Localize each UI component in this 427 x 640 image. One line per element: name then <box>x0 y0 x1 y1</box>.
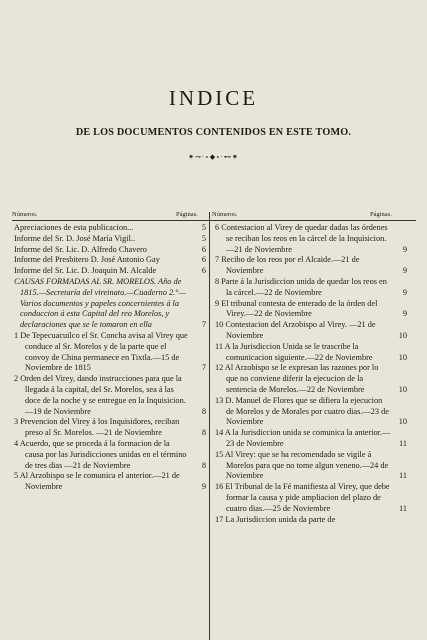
entry-text: 13 D. Manuel de Flores que se difiera la ejecucion de Morelos y de Morales por cuatro dias.—23 de Noviembre <box>215 395 389 427</box>
page-subtitle: DE LOS DOCUMENTOS CONTENIDOS EN ESTE TOMO. <box>75 127 352 138</box>
column-divider <box>209 212 210 640</box>
entry-text: 7 Recibo de los reos por el Alcaide.—21 de Noviembre <box>215 255 360 276</box>
entry-page: 9 <box>402 287 407 297</box>
page-title: INDICE <box>168 86 259 110</box>
entry-page: 6 <box>201 266 206 276</box>
index-entry <box>14 417 206 439</box>
entry-page: 10 <box>398 352 407 362</box>
header-numeros-right: Números. <box>212 211 238 218</box>
index-entry <box>14 234 206 245</box>
entry-page: 9 <box>402 266 407 276</box>
entry-text: 8 Parte á la Jurisdiccion unida de quedar los reos en la cárcel.—22 de Noviembre <box>215 276 387 297</box>
index-entry <box>215 363 407 395</box>
index-entry <box>215 223 407 255</box>
right-column <box>215 223 407 525</box>
entry-page: 7 <box>201 363 206 373</box>
entry-page: 9 <box>201 482 206 492</box>
index-entry <box>215 277 407 299</box>
left-column <box>14 223 206 493</box>
index-entry <box>215 450 407 482</box>
entry-text: Informe del Sr. D. José María Vigil.. <box>14 233 136 243</box>
index-entry <box>215 255 407 277</box>
entry-page: 10 <box>398 417 407 427</box>
entry-page: 11 <box>399 438 407 448</box>
entry-page: 8 <box>201 460 206 470</box>
index-entry <box>14 471 206 493</box>
ornament-divider: ⁕⊸⋅∘◆∘⋅⊷⁕ <box>188 153 239 161</box>
header-rule <box>12 220 416 221</box>
entry-text: 5 Al Arzobispo se le comunica el anterior.—21 de Noviembre <box>14 471 180 492</box>
entry-page: 11 <box>399 503 407 513</box>
entry-text: 12 Al Arzobispo se le expresan las razones por lo que no conviene diferir la ejecucion de la sentencia de Morelos.—22 de Noviembre <box>215 363 379 394</box>
entry-text: 3 Prevencion del Virey á los Inquisidores, reciban preso al Sr. Morelos. —21 de Noviembre <box>14 417 180 438</box>
index-entry <box>215 396 407 428</box>
entry-text: 2 Orden del Virey, dando instrucciones para que la llegada á la capital, del Sr. Morelos, sea á las doce de la noche y se entregue en la Inquisicion. —19 de Noviembre <box>14 374 186 416</box>
entry-page: 8 <box>201 428 206 438</box>
entry-text: 6 Contestacion al Virey de quedar dadas las órdenes se reciban los reos en la cárcel de la Inquisicion.—21 de Noviembre <box>215 223 388 254</box>
header-paginas-left: Páginas. <box>176 211 198 218</box>
entry-page: 10 <box>398 330 407 340</box>
entry-text: Informe del Presbitero D. José Antonio Gay <box>14 255 160 265</box>
index-entry <box>215 320 407 342</box>
index-entry <box>14 331 206 374</box>
index-entry <box>14 374 206 417</box>
entry-text: Informe del Sr. Lic. D. Joaquin M. Alcalde <box>14 266 157 276</box>
index-entry <box>215 482 407 514</box>
entry-text: Apreciaciones de esta publicacion... <box>14 223 134 232</box>
index-entry <box>215 342 407 364</box>
entry-text: 17 La Jurisdiccion unida da parte de <box>215 514 336 524</box>
index-entry <box>215 515 407 526</box>
entry-text: 10 Contestacion del Arzobispo al Virey. —21 de Noviembre <box>215 320 376 340</box>
index-entry <box>14 266 206 277</box>
entry-text: 1 De Tepecuacuilco el Sr. Concha avisa al Virey que conduce al Sr. Morelos y de la parte que el convoy de China permanece en Tixtla.—15 de Noviembre de 1815 <box>14 330 188 373</box>
entry-text: Informe del Sr. Lic. D. Alfredo Chavero <box>14 244 147 254</box>
index-entry <box>215 299 407 321</box>
entry-page: 11 <box>399 471 407 481</box>
entry-text: 4 Acuerdo, que se proceda á la formacion de la causa por las Jurisdicciones unidas en el término de tres dias —21 de Noviembre <box>14 438 187 470</box>
index-entry <box>14 439 206 471</box>
index-entry <box>215 428 407 450</box>
index-entry <box>14 245 206 256</box>
entry-page: 9 <box>402 309 407 319</box>
entry-page: 6 <box>201 255 206 265</box>
entry-text: CAUSAS FORMADAS AL SR. MORELOS. Año de 1815.—Secretaría del vireinato.—Cuaderno 2.°—Varios documentos y papeles concernientes á la conduccion á esta Capital del reo Morelos, y declaraciones que se le tomaron en ella <box>14 276 186 330</box>
entry-text: 11 A la Jurisdiccion Unida se le trascribe la comunicacion siguiente.—22 de Noviembre <box>215 341 373 362</box>
header-numeros-left: Números. <box>12 211 38 218</box>
index-entry <box>14 255 206 266</box>
entry-page: 8 <box>201 406 206 416</box>
entry-page: 5 <box>201 233 206 243</box>
entry-text: 14 A la Jurisdiccion unida se comunica la anterior.—23 de Noviembre <box>215 428 391 448</box>
entry-text: 16 El Tribunal de la Fé manifiesta al Virey, que debe formar la causa y pide ampliacion del plazo de cuatro dias.—25 de Noviembre <box>215 482 390 513</box>
entry-page: 5 <box>201 223 206 232</box>
entry-text: 15 Al Virey: que se ha recomendado se vigile á Morelos para que no tome algun veneno.—24 de Noviembre <box>215 449 389 481</box>
header-paginas-right: Páginas. <box>370 211 392 218</box>
entry-page: 9 <box>402 244 407 254</box>
index-entry <box>14 277 206 331</box>
entry-text: 9 El tribunal contesta de enterado de la órden del Virey.—22 de Noviembre <box>215 298 378 319</box>
index-entry <box>14 223 206 234</box>
entry-page: 7 <box>201 320 206 330</box>
entry-page: 6 <box>201 244 206 254</box>
entry-page: 10 <box>398 384 407 394</box>
